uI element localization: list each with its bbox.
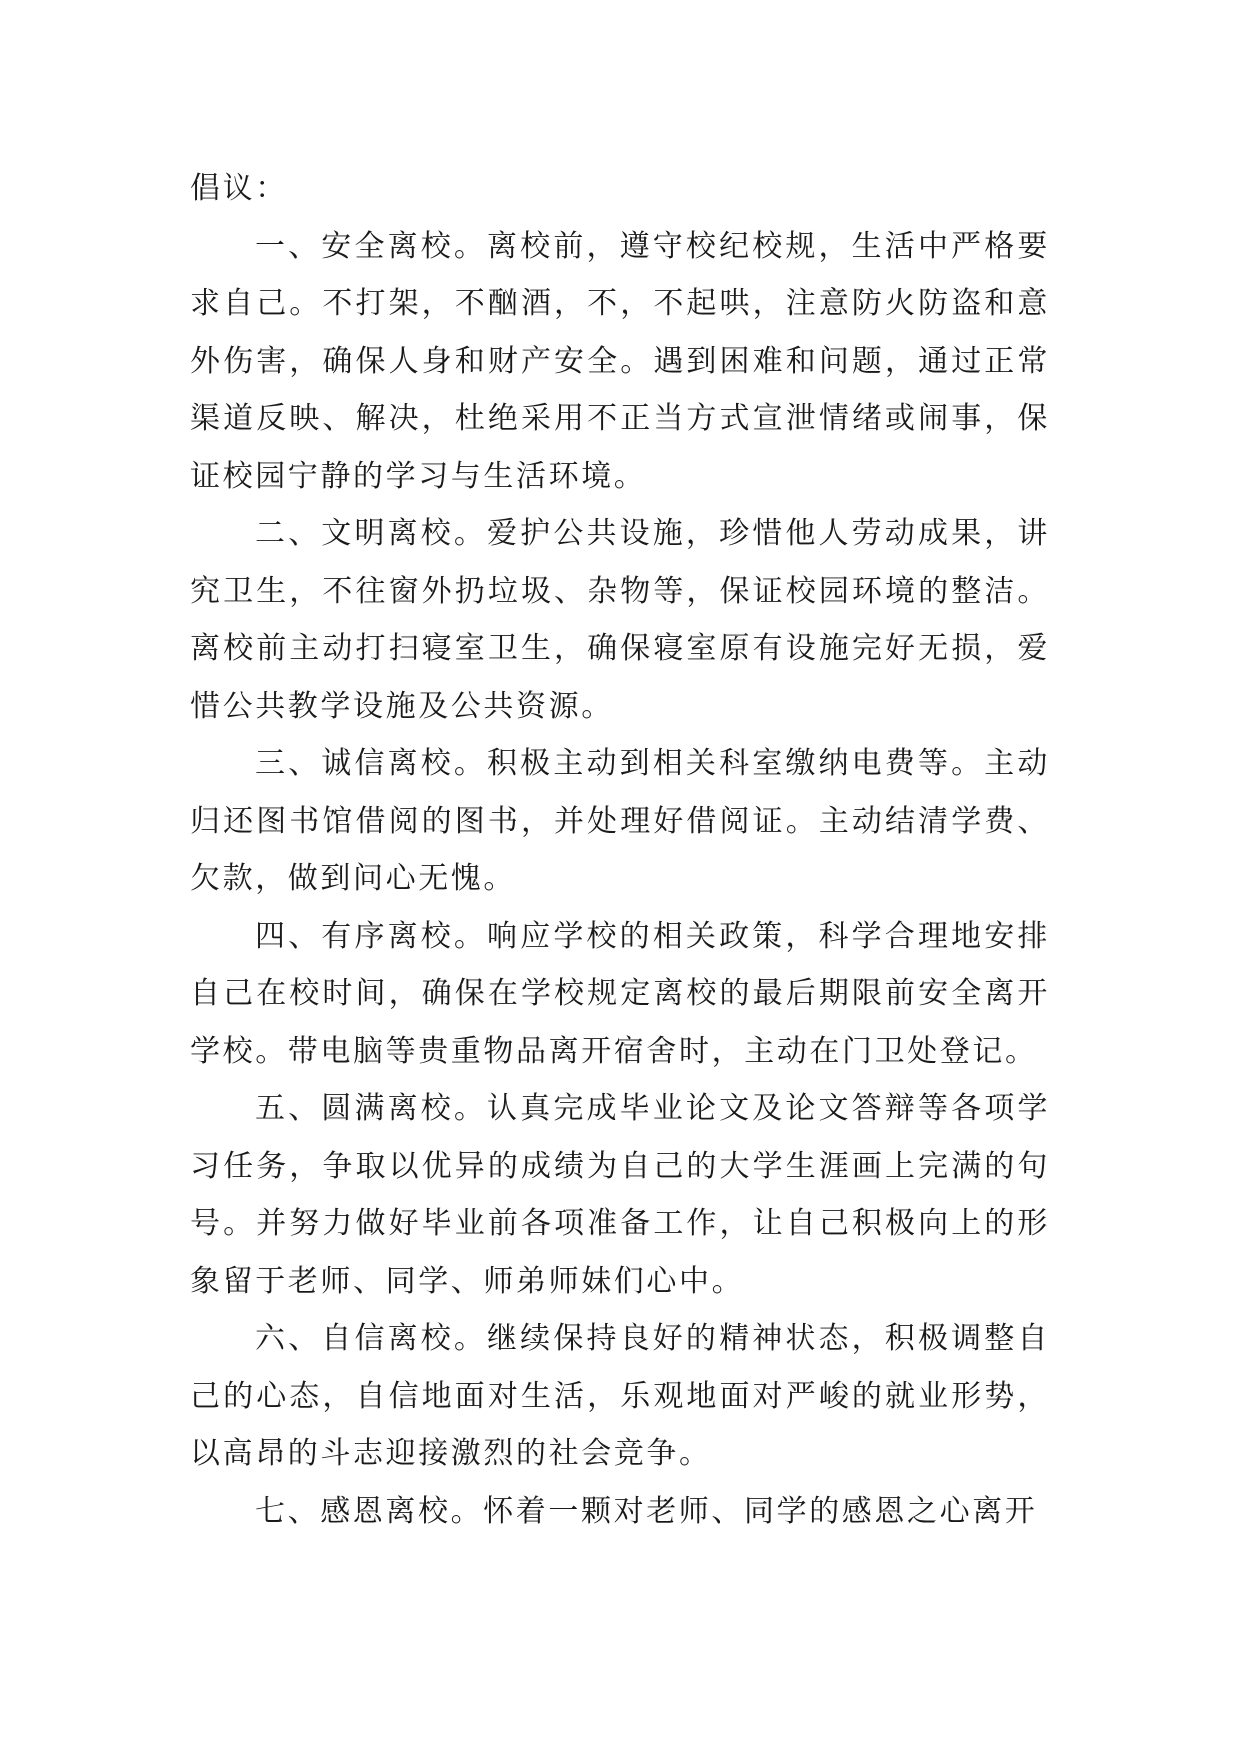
paragraph-orderly-departure: 四、有序离校。响应学校的相关政策，科学合理地安排自己在校时间，确保在学校规定离校的最后期限前安全离开学校。带电脑等贵重物品离开宿舍时，主动在门卫处登记。 (190, 918, 1050, 1069)
paragraph-civilized-departure: 二、文明离校。爱护公共设施，珍惜他人劳动成果，讲究卫生，不往窗外扔垃圾、杂物等，保证校园环境的整洁。离校前主动打扫寝室卫生，确保寝室原有设施完好无损，爱惜公共教学设施及公共资源。 (190, 516, 1050, 724)
paragraph-confident-departure: 六、自信离校。继续保持良好的精神状态，积极调整自己的心态，自信地面对生活，乐观地面对严峻的就业形势，以高昂的斗志迎接激烈的社会竞争。 (190, 1321, 1050, 1471)
proposal-heading: 倡议： (190, 171, 288, 206)
paragraph-complete-departure: 五、圆满离校。认真完成毕业论文及论文答辩等各项学习任务，争取以优异的成绩为自己的大学生涯画上完满的句号。并努力做好毕业前各项准备工作，让自己积极向上的形象留于老师、同学、师弟师妹们心中。 (190, 1091, 1050, 1299)
paragraph-grateful-departure: 七、感恩离校。怀着一颗对老师、同学的感恩之心离开 (255, 1493, 1038, 1529)
paragraph-safe-departure: 一、安全离校。离校前，遵守校纪校规，生活中严格要求自己。不打架，不酗酒，不，不起哄，注意防火防盗和意外伤害，确保人身和财产安全。遇到困难和问题，通过正常渠道反映、解决，杜绝采用不正当方式宣泄情绪或闹事，保证校园宁静的学习与生活环境。 (190, 228, 1050, 494)
paragraph-honest-departure: 三、诚信离校。积极主动到相关科室缴纳电费等。主动归还图书馆借阅的图书，并处理好借阅证。主动结清学费、欠款，做到问心无愧。 (190, 746, 1050, 896)
document-body (190, 160, 1050, 1540)
